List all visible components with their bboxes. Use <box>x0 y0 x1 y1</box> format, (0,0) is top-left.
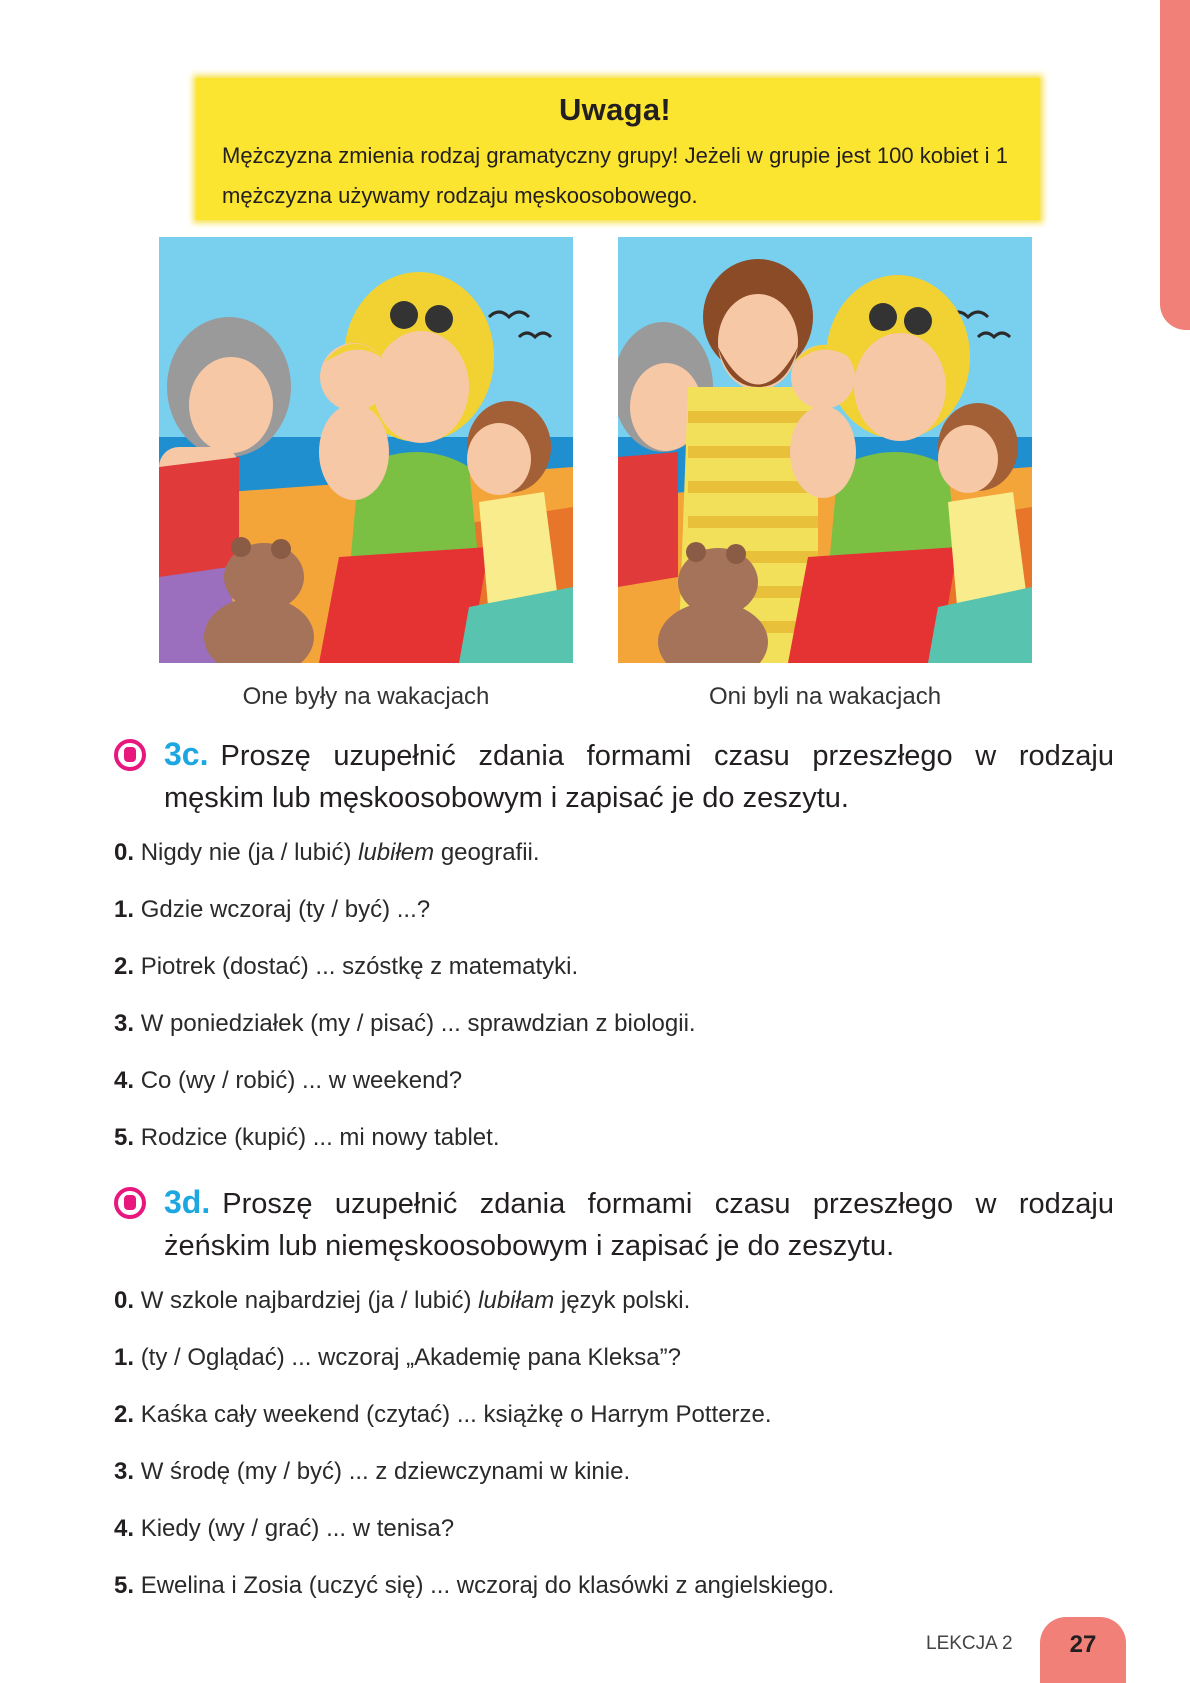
exercise-item <box>114 890 1114 947</box>
item-answer: lubiłem <box>358 839 435 866</box>
exercise-number: 3c. <box>164 736 209 772</box>
exercise-instruction: Proszę uzupełnić zdania formami czasu przeszłego w rodzaju męskim lub męskoosobowym i zapisać je do zeszytu. <box>164 740 1114 814</box>
side-tab <box>1160 0 1190 330</box>
item-number: 3. <box>114 1010 135 1037</box>
page-number: 27 <box>1040 1617 1126 1683</box>
item-number: 0. <box>114 1287 135 1314</box>
item-number: 4. <box>114 1067 135 1094</box>
item-text: Gdzie wczoraj (ty / być) ...? <box>140 896 431 923</box>
item-number: 4. <box>114 1515 135 1542</box>
item-text: Nigdy nie (ja / lubić) <box>140 839 352 866</box>
item-text-end: język polski. <box>560 1287 691 1314</box>
exercise-item <box>114 1452 1114 1509</box>
exercise-heading <box>114 1181 1114 1267</box>
note-text: Mężczyzna zmienia rodzaj gramatyczny grupy! Jeżeli w grupie jest 100 kobiet i 1 mężczyzna używamy rodzaju męskoosobowego. <box>222 143 1008 208</box>
exercise-item <box>114 1061 1114 1118</box>
item-number: 5. <box>114 1124 135 1151</box>
item-text: (ty / Oglądać) ... wczoraj „Akademię pana Kleksa”? <box>140 1344 681 1371</box>
item-number: 2. <box>114 953 135 980</box>
hand-raise-icon <box>114 1187 146 1219</box>
item-number: 0. <box>114 839 135 866</box>
item-text: Kaśka cały weekend (czytać) ... książkę o Harrym Potterze. <box>140 1401 772 1428</box>
item-text: Rodzice (kupić) ... mi nowy tablet. <box>140 1124 500 1151</box>
exercise-item <box>114 1118 1114 1175</box>
item-number: 2. <box>114 1401 135 1428</box>
item-answer: lubiłam <box>478 1287 555 1314</box>
exercise-item <box>114 947 1114 1004</box>
exercise-item <box>114 1509 1114 1566</box>
item-text: W poniedziałek (my / pisać) ... sprawdzian z biologii. <box>140 1010 696 1037</box>
note-title: Uwaga! <box>558 92 672 127</box>
exercise-items <box>114 833 1114 1175</box>
exercise-instruction: Proszę uzupełnić zdania formami czasu przeszłego w rodzaju żeńskim lub niemęskoosobowym i zapisać je do zeszytu. <box>164 1188 1114 1262</box>
exercise-3c <box>114 733 1114 1175</box>
exercise-item <box>114 1338 1114 1395</box>
hand-raise-icon <box>114 739 146 771</box>
exercise-item <box>114 1395 1114 1452</box>
item-text: Piotrek (dostać) ... szóstkę z matematyki. <box>140 953 579 980</box>
item-text: Kiedy (wy / grać) ... w tenisa? <box>140 1515 455 1542</box>
exercise-number: 3d. <box>164 1184 211 1220</box>
caption-right: Oni byli na wakacjach <box>708 683 942 710</box>
item-number: 3. <box>114 1458 135 1485</box>
note-box <box>196 78 1040 220</box>
item-text: Co (wy / robić) ... w weekend? <box>140 1067 463 1094</box>
item-text: Ewelina i Zosia (uczyć się) ... wczoraj do klasówki z angielskiego. <box>140 1572 835 1599</box>
item-number: 1. <box>114 1344 135 1371</box>
caption-left: One były na wakacjach <box>242 683 490 710</box>
item-text: W szkole najbardziej (ja / lubić) <box>140 1287 472 1314</box>
exercise-3d <box>114 1181 1114 1623</box>
item-number: 1. <box>114 896 135 923</box>
exercise-item <box>114 833 1114 890</box>
item-text: W środę (my / być) ... z dziewczynami w kinie. <box>140 1458 631 1485</box>
illustration-family-with-man <box>618 237 1032 663</box>
item-number: 5. <box>114 1572 135 1599</box>
exercise-item <box>114 1281 1114 1338</box>
lesson-label: LEKCJA 2 <box>926 1633 1013 1654</box>
illustration-women-beach <box>159 237 573 663</box>
item-text-end: geografii. <box>440 839 540 866</box>
exercise-item <box>114 1566 1114 1623</box>
exercise-item <box>114 1004 1114 1061</box>
exercise-heading <box>114 733 1114 819</box>
exercise-items <box>114 1281 1114 1623</box>
